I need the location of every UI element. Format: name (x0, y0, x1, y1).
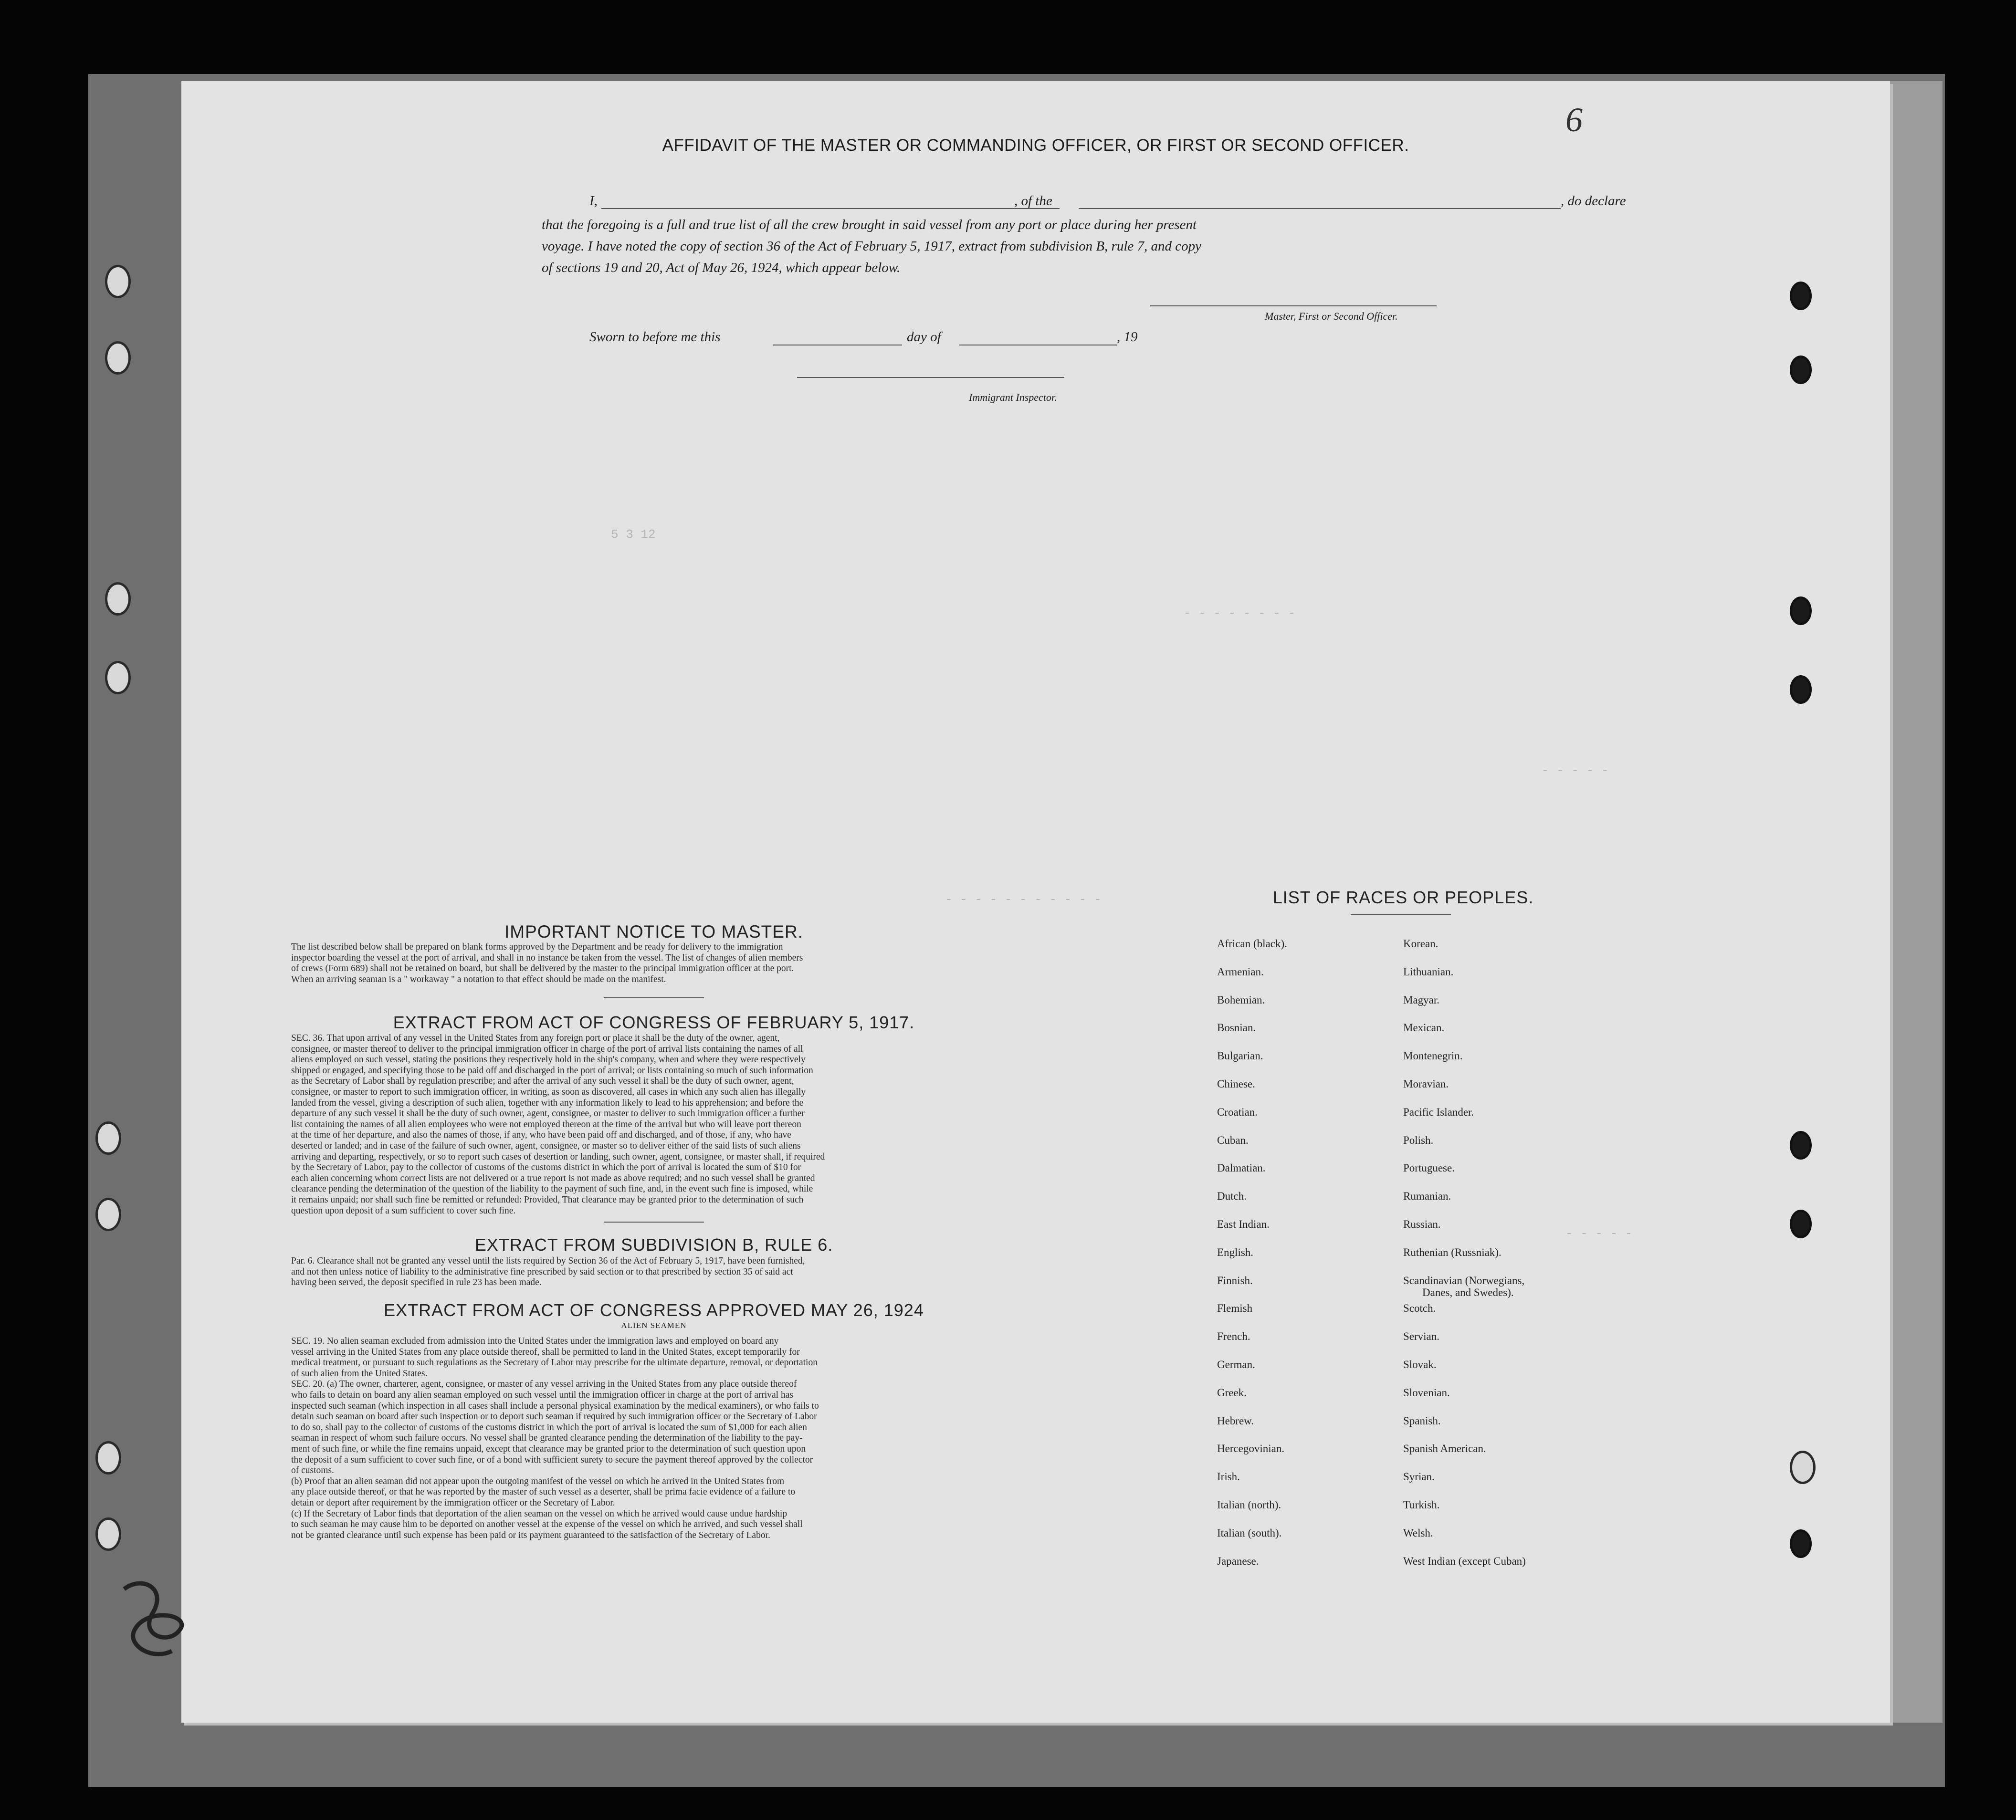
binder-hole (105, 661, 131, 694)
races-right-column (1403, 938, 1526, 1583)
master-signature-line (1150, 305, 1437, 306)
law-line: by the Secretary of Labor, pay to the collector of customs of the customs district in which the port of arrival is located the sum of $10 for (291, 1162, 801, 1173)
race-item: Flemish (1217, 1302, 1253, 1315)
race-item: Scotch. (1403, 1302, 1436, 1315)
race-item: Bohemian. (1217, 994, 1265, 1006)
race-item: Dalmatian. (1217, 1162, 1266, 1174)
sworn-day-of: day of (907, 329, 941, 345)
law-line: departure of any such vessel it shall be the duty of such owner, agent, consignee, or master to deliver to such immigration officer a further (291, 1109, 805, 1119)
law-line: medical treatment, or pursuant to such regulations as the Secretary of Labor may prescribe for the ultimate departure, removal, or deportation (291, 1358, 818, 1368)
law-line: of customs. (291, 1465, 334, 1476)
race-item: Irish. (1217, 1471, 1240, 1483)
race-item: Hercegovinian. (1217, 1443, 1285, 1455)
race-item: Italian (north). (1217, 1498, 1281, 1511)
race-item: Rumanian. (1403, 1190, 1451, 1203)
binder-hole (105, 341, 131, 375)
sworn-statement: Sworn to before me this (589, 329, 721, 345)
race-item: French. (1217, 1330, 1250, 1343)
race-item: Bulgarian. (1217, 1050, 1263, 1062)
binder-hole (1790, 282, 1812, 310)
binder-hole (1790, 1451, 1816, 1484)
affidavit-do-declare: , do declare (1561, 193, 1626, 209)
race-item: Finnish. (1217, 1274, 1253, 1287)
race-item: German. (1217, 1358, 1255, 1370)
race-item: Slovenian. (1403, 1386, 1450, 1399)
law-line: the deposit of a sum sufficient to cover such fine, or of a bond with sufficient surety to secure the payment thereof approved by the collector (291, 1454, 813, 1465)
vessel-name-field (1079, 208, 1561, 209)
race-item: Mexican. (1403, 1022, 1445, 1034)
law-line: deserted or landed; and in case of the failure of such owner, agent, consignee, or master so to deliver either of the said lists of such aliens (291, 1140, 801, 1151)
law-line: to such seaman he may cause him to be deported on another vessel at the expense of the vessel on which he arrived, and such vessel shall (291, 1519, 803, 1530)
notice-line: inspector boarding the vessel at the port of arrival, and shall in no instance be taken from the vessel. The list of changes of alien members (291, 952, 803, 963)
race-item: Armenian. (1217, 965, 1264, 978)
notice-line: When an arriving seaman is a " workaway " a notation to that effect should be made on the manifest. (291, 974, 666, 984)
bleed-through-text: 5 3 12 (611, 527, 656, 542)
affidavit-line-i: I, (589, 193, 598, 209)
law-line: seaman in respect of whom such failure occurs. No vessel shall be granted clearance pending the determination of the liability to the pay- (291, 1433, 803, 1443)
law-line: having been served, the deposit specified in rule 23 has been made. (291, 1277, 542, 1288)
race-item: Scandinavian (Norwegians, (1403, 1274, 1525, 1287)
inspector-label: Immigrant Inspector. (969, 391, 1057, 403)
law-line: inspected such seaman (which inspection in all cases shall include a personal physical examination by the medical examiners), or who fails to (291, 1401, 819, 1411)
race-item: Welsh. (1403, 1527, 1433, 1539)
race-item-continuation: Danes, and Swedes). (1422, 1287, 1514, 1298)
race-item: Pacific Islander. (1403, 1106, 1474, 1118)
law-line: SEC. 19. No alien seaman excluded from admission into the United States under the immigration laws and employed on board any (291, 1336, 779, 1346)
binder-hole (95, 1517, 121, 1551)
race-item: West Indian (except Cuban) (1403, 1555, 1526, 1567)
extract-rule6-text (291, 1256, 1019, 1288)
law-line: as the Secretary of Labor shall by regulation prescribe; and after the arrival of any such vessel it shall be the duty of such owner, agent, (291, 1076, 794, 1087)
race-item: Japanese. (1217, 1555, 1259, 1567)
race-item: Polish. (1403, 1134, 1434, 1146)
binder-hole (1790, 356, 1812, 384)
race-item: Dutch. (1217, 1190, 1247, 1203)
bleed-through-text: - - - - - - - - - - - (945, 892, 1102, 907)
race-item: Russian. (1403, 1218, 1441, 1230)
law-line: Par. 6. Clearance shall not be granted any vessel until the lists required by Section 36 of the Act of February 5, 1917, have been furnished, (291, 1256, 805, 1266)
race-item: Lithuanian. (1403, 965, 1454, 978)
race-item: Ruthenian (Russniak). (1403, 1246, 1502, 1258)
bleed-through-text: - - - - - (1565, 1226, 1633, 1241)
race-item: African (black). (1217, 938, 1287, 950)
race-item: Italian (south). (1217, 1527, 1282, 1539)
notice-line: The list described below shall be prepared on blank forms approved by the Department and be ready for delivery to the immigration (291, 942, 783, 952)
race-item: Cuban. (1217, 1134, 1249, 1146)
law-line: SEC. 36. That upon arrival of any vessel in the United States from any foreign port or place it shall be the duty of the owner, agent, (291, 1033, 780, 1043)
affidavit-of-the: , of the (1014, 193, 1052, 209)
law-line: (c) If the Secretary of Labor finds that deportation of the alien seaman on the vessel on which he arrived would cause undue hardship (291, 1508, 788, 1519)
law-line: of such alien from the United States. (291, 1368, 428, 1379)
law-line: to do so, shall pay to the collector of customs of the customs district in which the port of arrival is located the sum of $1,000 for each alien (291, 1422, 807, 1433)
binder-hole (1790, 1529, 1812, 1558)
sworn-year: , 19 (1117, 329, 1138, 345)
race-item: Spanish American. (1403, 1443, 1486, 1455)
declarant-name-field (601, 208, 1060, 209)
binder-hole (1790, 1210, 1812, 1238)
law-line: clearance pending the determination of the question of the liability to the payment of such fine, and, in the event such fine is imposed, while (291, 1184, 813, 1194)
race-item: Hebrew. (1217, 1414, 1254, 1427)
divider (1351, 914, 1451, 915)
race-item: Bosnian. (1217, 1022, 1256, 1034)
manifest-sheet (181, 81, 1890, 1723)
races-left-column (1217, 938, 1287, 1583)
law-line: arriving and departing, respectively, or so to report such cases of desertion or landing, such owner, agent, consignee, or master shall, if required (291, 1151, 825, 1162)
binder-hole (95, 1121, 121, 1155)
law-line: consignee, or master to report to such immigration officer, in writing, as soon as discovered, all cases in which any such alien has illegally (291, 1087, 806, 1097)
handwritten-scribble (115, 1570, 191, 1665)
race-item: Portuguese. (1403, 1162, 1455, 1174)
race-item: Magyar. (1403, 994, 1440, 1006)
law-line: detain such seaman on board after such inspection or to deport such seaman if required by such immigration officer or the Secretary of Labor (291, 1412, 817, 1422)
law-line: landed from the vessel, giving a description of such alien, together with any information likely to lead to his apprehension; and before the (291, 1098, 804, 1108)
corner-mark: 6 (1565, 101, 1583, 139)
binder-hole (95, 1198, 121, 1231)
divider (604, 997, 704, 998)
divider (604, 1222, 704, 1223)
binder-hole (105, 582, 131, 616)
race-item: Spanish. (1403, 1414, 1441, 1427)
law-line: not be granted clearance until such expense has been paid or its payment guaranteed to the satisfaction of the Secretary of Labor. (291, 1530, 770, 1540)
law-line: (b) Proof that an alien seaman did not appear upon the outgoing manifest of the vessel on which he arrived in the United States from (291, 1476, 785, 1486)
race-item: Croatian. (1217, 1106, 1258, 1118)
binder-hole (105, 265, 131, 298)
alien-seamen-subheading: ALIEN SEAMEN (621, 1321, 687, 1330)
law-line: list containing the names of all alien employees who were not employed thereon at the time of the arrival but who will leave port thereon (291, 1119, 801, 1130)
notice-line: of crews (Form 689) shall not be retained on board, but shall be delivered by the master to the principal immigration officer at the port. (291, 963, 794, 974)
race-item: Korean. (1403, 938, 1438, 950)
affidavit-body-line: of sections 19 and 20, Act of May 26, 1924, which appear below. (542, 260, 901, 275)
bleed-through-text: - - - - - - - - (1184, 606, 1296, 620)
law-line: each alien concerning whom correct lists are not delivered or a true report is not made as above required; and no such vessel shall be granted (291, 1173, 815, 1183)
race-item: Chinese. (1217, 1077, 1255, 1090)
law-line: ment of such fine, or while the fine remains unpaid, except that clearance may be granted prior to the determination of such question upon (291, 1443, 806, 1454)
binder-hole (1790, 596, 1812, 625)
binder-hole (1790, 675, 1812, 704)
law-line: consignee, or master thereof to deliver to the principal immigration officer in charge of the port of arrival lists containing the names of all (291, 1044, 803, 1054)
extract-1917-heading: EXTRACT FROM ACT OF CONGRESS OF FEBRUARY 5, 1917. (393, 1013, 915, 1032)
law-line: it remains unpaid; nor shall such fine be remitted or refunded: Provided, That clearance may be granted prior to the determination of such (291, 1194, 804, 1205)
master-signature-label: Master, First or Second Officer. (1265, 310, 1398, 322)
binder-hole (95, 1441, 121, 1475)
race-item: English. (1217, 1246, 1254, 1258)
race-item: Moravian. (1403, 1077, 1449, 1090)
law-line: shipped or engaged, and specifying those to be paid off and discharged in the port of arrival; or lists containing so much of such information (291, 1065, 813, 1076)
race-item: East Indian. (1217, 1218, 1270, 1230)
law-line: vessel arriving in the United States from any place outside thereof, shall be permitted to land in the United States, except temporarily for (291, 1347, 800, 1357)
law-line: SEC. 20. (a) The owner, charterer, agent, consignee, or master of any vessel arriving in the United States from any place outside thereof (291, 1379, 797, 1390)
law-line: and not then unless notice of liability to the administrative fine prescribed by said section or to that prescribed by section 35 of said act (291, 1266, 793, 1277)
affidavit-title: AFFIDAVIT OF THE MASTER OR COMMANDING OFFICER, OR FIRST OR SECOND OFFICER. (662, 136, 1409, 155)
race-item: Turkish. (1403, 1498, 1440, 1511)
extract-1917-text (291, 1033, 1019, 1216)
affidavit-body-line: that the foregoing is a full and true list of all the crew brought in said vessel from any port or place during her present (542, 217, 1197, 232)
extract-rule6-heading: EXTRACT FROM SUBDIVISION B, RULE 6. (474, 1235, 833, 1255)
law-line: any place outside thereof, or that he was reported by the master of such vessel as a deserter, shall be prima facie evidence of a failure to (291, 1487, 796, 1497)
law-line: who fails to detain on board any alien seaman employed on such vessel until the immigration officer in charge at the port of arrival has (291, 1390, 793, 1400)
extract-1924-heading: EXTRACT FROM ACT OF CONGRESS APPROVED MAY 26, 1924 (384, 1300, 924, 1320)
race-item: Montenegrin. (1403, 1050, 1463, 1062)
notice-heading: IMPORTANT NOTICE TO MASTER. (504, 922, 803, 941)
race-item: Greek. (1217, 1386, 1247, 1399)
race-item: Servian. (1403, 1330, 1440, 1343)
inspector-signature-line (797, 377, 1064, 378)
race-item: Slovak. (1403, 1358, 1437, 1370)
binder-hole (1790, 1131, 1812, 1160)
law-line: at the time of her departure, and also the names of those, if any, who have been paid off and discharged, and of those, if any, who have (291, 1130, 791, 1140)
law-line: detain or deport after requirement by the immigration officer or the Secretary of Labor. (291, 1497, 615, 1508)
notice-text (291, 942, 1019, 985)
races-heading: LIST OF RACES OR PEOPLES. (1272, 888, 1534, 907)
law-line: question upon deposit of a sum sufficient to cover such fine. (291, 1205, 516, 1216)
affidavit-body-line: voyage. I have noted the copy of section 36 of the Act of February 5, 1917, extract from subdivision B, rule 7, and copy (542, 239, 1202, 254)
law-line: aliens employed on such vessel, stating the positions they respectively hold in the ship's company, when and where they were respectively (291, 1055, 806, 1065)
race-item: Syrian. (1403, 1471, 1435, 1483)
bleed-through-text: - - - - - (1542, 764, 1609, 778)
extract-1924-text (291, 1336, 1019, 1541)
